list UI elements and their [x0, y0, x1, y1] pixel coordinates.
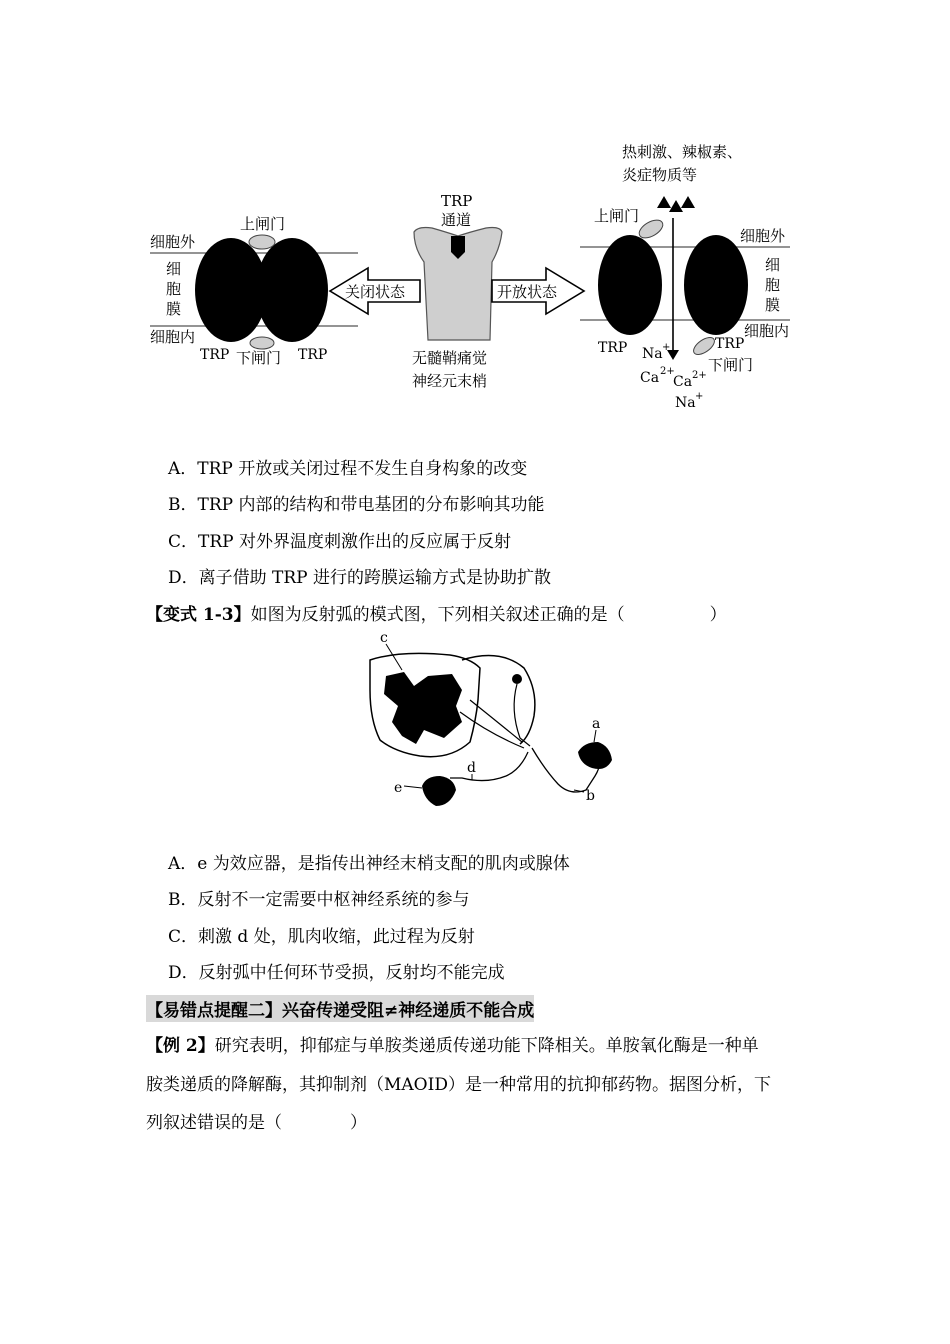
left-upper-gate-label: 上闸门	[240, 215, 286, 233]
ion-na-2-charge: +	[695, 391, 704, 402]
ion-ca-1: Ca	[640, 370, 660, 386]
dorsal-root-ganglion	[512, 674, 522, 684]
right-trp-left-label: TRP	[598, 340, 628, 356]
open-state-label: 开放状态	[497, 283, 558, 301]
right-upper-gate-label: 上闸门	[594, 207, 640, 225]
q2-option-b: B．反射不一定需要中枢神经系统的参与	[168, 890, 470, 910]
left-inside-label: 细胞内	[150, 328, 196, 346]
label-a: a	[592, 716, 601, 732]
trigger-label-2: 炎症物质等	[622, 166, 698, 184]
left-membrane-char-2: 胞	[166, 280, 182, 298]
channel-label-1: TRP	[441, 192, 473, 210]
q1-option-d: D．离子借助 TRP 进行的跨膜运输方式是协助扩散	[168, 568, 552, 588]
label-d: d	[467, 760, 476, 776]
ion-ca-2: Ca	[673, 374, 693, 390]
left-trp-left-label: TRP	[200, 347, 230, 363]
left-lower-gate-label: 下闸门	[236, 349, 282, 367]
label-c: c	[380, 630, 388, 646]
example2-text-1: 研究表明，抑郁症与单胺类递质传递功能下降相关。单胺氧化酶是一种单	[214, 1036, 759, 1056]
efferent-nerve	[450, 752, 528, 781]
q1-option-b: B．TRP 内部的结构和带电基团的分布影响其功能	[168, 495, 545, 515]
q1-option-a: A．TRP 开放或关闭过程不发生自身构象的改变	[168, 459, 528, 479]
right-trp-right-label: TRP	[715, 336, 745, 352]
example2-tag: 【例 2】	[146, 1036, 215, 1056]
example2-line-2: 胺类递质的降解酶，其抑制剂（MAOID）是一种常用的抗抑郁药物。据图分析，下	[146, 1075, 771, 1095]
nerve-ending-label-1: 无髓鞘痛觉	[412, 349, 488, 367]
section-heading-2: 【易错点提醒二】兴奋传递受阻≠神经递质不能合成	[146, 995, 534, 1022]
right-membrane-char-1: 细	[765, 256, 781, 274]
left-membrane-char-3: 膜	[166, 300, 182, 318]
nerve-ending-label-2: 神经元末梢	[412, 372, 488, 390]
ion-na-2: Na	[675, 395, 696, 411]
variant-text: 如图为反射弧的模式图，下列相关叙述正确的是（ ）	[250, 605, 727, 625]
ion-ca-2-charge: 2+	[692, 370, 707, 381]
right-membrane-char-2: 胞	[765, 276, 781, 294]
receptor-a-shape	[578, 742, 612, 769]
q1-option-c: C．TRP 对外界温度刺激作出的反应属于反射	[168, 532, 511, 552]
right-lower-gate-label: 下闸门	[708, 356, 754, 374]
example2-line-1	[146, 1031, 759, 1056]
trigger-label-1: 热刺激、辣椒素、	[622, 143, 743, 161]
effector-e-pointer	[404, 786, 422, 788]
q2-option-c: C．刺激 d 处，肌肉收缩，此过程为反射	[168, 927, 475, 947]
example2-line-3: 列叙述错误的是（ ）	[146, 1113, 367, 1133]
q2-option-a: A．e 为效应器，是指传出神经末梢支配的肌肉或腺体	[168, 854, 570, 874]
q2-option-d: D．反射弧中任何环节受损，反射均不能完成	[168, 963, 505, 983]
ion-ca-1-charge: 2+	[660, 366, 675, 377]
closed-state-label: 关闭状态	[345, 283, 406, 301]
left-outside-label: 细胞外	[150, 233, 196, 251]
label-b: b	[586, 788, 595, 804]
left-trp-right-label: TRP	[298, 347, 328, 363]
ion-na-1: Na	[642, 346, 663, 362]
variant-tag: 【变式 1-3】	[146, 605, 251, 625]
label-e: e	[394, 780, 403, 796]
effector-e-shape	[422, 776, 456, 806]
ion-na-1-charge: +	[662, 342, 671, 353]
right-membrane-char-3: 膜	[765, 296, 781, 314]
left-membrane-char-1: 细	[166, 260, 182, 278]
sensory-neuron-path	[514, 684, 530, 746]
right-outside-label: 细胞外	[740, 227, 786, 245]
right-inside-label: 细胞内	[744, 322, 790, 340]
channel-label-2: 通道	[441, 211, 472, 229]
